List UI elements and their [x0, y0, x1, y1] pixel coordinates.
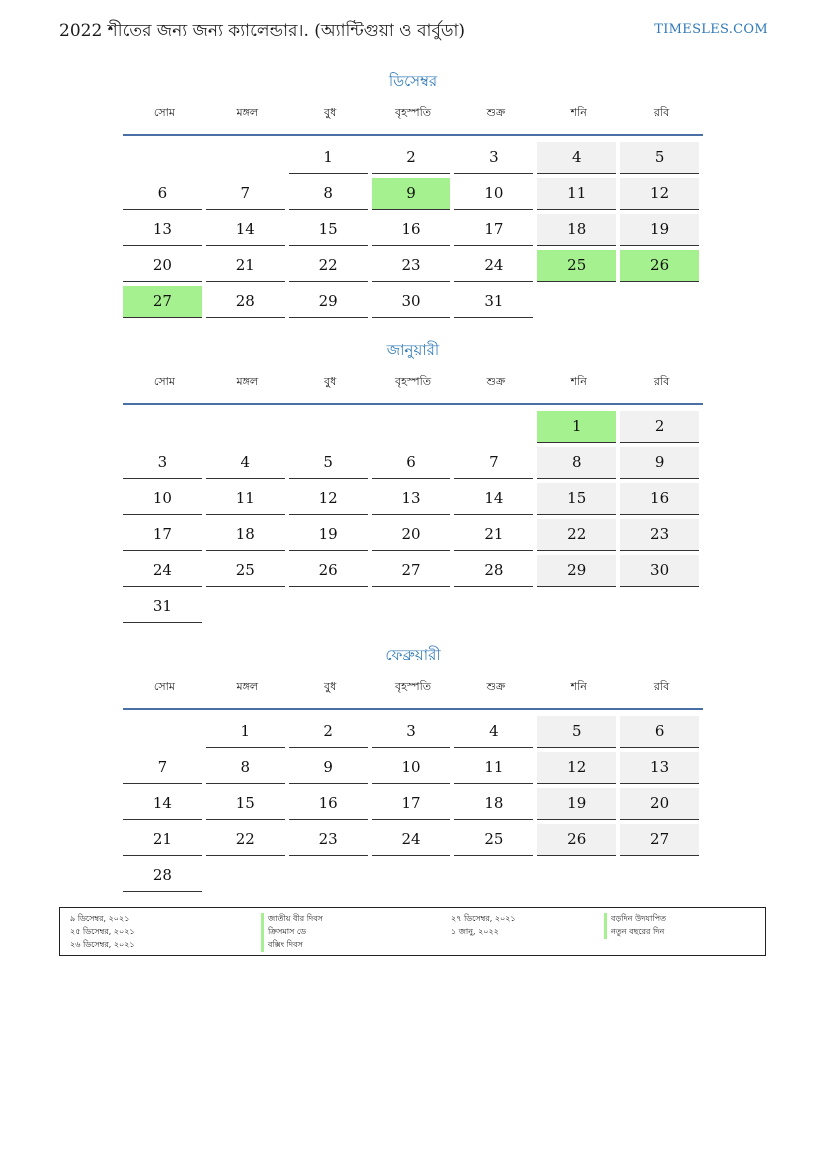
day-cell: 24	[123, 555, 202, 587]
day-cell: 6	[372, 447, 451, 479]
day-cell: 3	[454, 142, 533, 174]
day-cell: 16	[372, 214, 451, 246]
week-row	[123, 714, 703, 750]
day-cell: 12	[537, 752, 616, 784]
header-rule	[123, 708, 703, 710]
month-calendar	[123, 642, 703, 894]
day-cell: 30	[372, 286, 451, 318]
day-cell: 9	[289, 752, 368, 784]
header-rule	[123, 134, 703, 136]
month-title: জানুয়ারী	[386, 341, 440, 359]
weekday-label: সোম	[153, 375, 175, 388]
empty-day-cell	[289, 860, 368, 892]
day-cell: 26	[620, 250, 699, 282]
week-row	[123, 248, 703, 284]
weekday-label: মঙ্গল	[236, 680, 259, 693]
weekday-label: বুধ	[324, 106, 337, 119]
empty-day-cell	[620, 286, 699, 318]
day-cell: 23	[289, 824, 368, 856]
day-cell: 8	[289, 178, 368, 210]
weekday-label: রবি	[653, 375, 670, 388]
day-cell: 28	[123, 860, 202, 892]
day-grid	[123, 140, 703, 320]
day-cell: 15	[537, 483, 616, 515]
day-cell: 18	[537, 214, 616, 246]
day-cell: 10	[454, 178, 533, 210]
day-cell: 5	[289, 447, 368, 479]
day-cell: 3	[372, 716, 451, 748]
day-cell: 3	[123, 447, 202, 479]
day-cell: 2	[289, 716, 368, 748]
empty-day-cell	[454, 411, 533, 443]
week-row	[123, 589, 703, 625]
day-cell: 26	[289, 555, 368, 587]
day-cell: 20	[372, 519, 451, 551]
empty-day-cell	[537, 591, 616, 623]
weekday-header	[123, 371, 703, 393]
day-cell: 26	[537, 824, 616, 856]
day-cell: 27	[123, 286, 202, 318]
page-header	[59, 18, 768, 46]
header-rule	[123, 403, 703, 405]
weekday-label: শনি	[570, 106, 587, 119]
weekday-label: শনি	[570, 375, 587, 388]
day-cell: 23	[620, 519, 699, 551]
weekday-label: সোম	[153, 680, 175, 693]
weekday-label: বৃহস্পতি	[395, 680, 431, 693]
weekday-label: শুক্র	[486, 106, 506, 119]
day-cell: 15	[289, 214, 368, 246]
empty-day-cell	[206, 860, 285, 892]
month-title: ফেব্রুয়ারী	[385, 646, 441, 664]
day-cell: 25	[206, 555, 285, 587]
weekday-label: শনি	[570, 680, 587, 693]
week-row	[123, 212, 703, 248]
empty-day-cell	[123, 142, 202, 174]
weekday-label: বৃহস্পতি	[395, 375, 431, 388]
day-grid	[123, 409, 703, 625]
page-title: 2022 শীতের জন্য জন্য ক্যালেন্ডার।. (অ্যান্টিগুয়া ও বার্বুডা)	[59, 21, 466, 41]
day-cell: 8	[537, 447, 616, 479]
day-cell: 18	[454, 788, 533, 820]
week-row	[123, 284, 703, 320]
week-row	[123, 445, 703, 481]
week-row	[123, 750, 703, 786]
empty-day-cell	[206, 591, 285, 623]
day-cell: 10	[372, 752, 451, 784]
empty-day-cell	[289, 411, 368, 443]
day-cell: 14	[454, 483, 533, 515]
day-cell: 13	[620, 752, 699, 784]
day-cell: 13	[123, 214, 202, 246]
day-cell: 19	[620, 214, 699, 246]
weekday-label: বৃহস্পতি	[395, 106, 431, 119]
weekday-label: মঙ্গল	[236, 375, 259, 388]
day-cell: 8	[206, 752, 285, 784]
empty-day-cell	[454, 591, 533, 623]
day-cell: 1	[206, 716, 285, 748]
week-row	[123, 176, 703, 212]
day-cell: 12	[620, 178, 699, 210]
weekday-label: মঙ্গল	[236, 106, 259, 119]
day-cell: 14	[206, 214, 285, 246]
week-row	[123, 822, 703, 858]
day-cell: 9	[372, 178, 451, 210]
month-title: ডিসেম্বর	[388, 72, 438, 90]
legend-date: ৯ ডিসেম্বর, ২০২১	[70, 914, 130, 923]
week-row	[123, 858, 703, 894]
day-cell: 7	[123, 752, 202, 784]
empty-day-cell	[123, 716, 202, 748]
day-grid	[123, 714, 703, 894]
month-calendar	[123, 68, 703, 320]
day-cell: 20	[620, 788, 699, 820]
empty-day-cell	[454, 860, 533, 892]
week-row	[123, 140, 703, 176]
day-cell: 9	[620, 447, 699, 479]
weekday-label: বুধ	[324, 375, 337, 388]
day-cell: 6	[123, 178, 202, 210]
day-cell: 11	[454, 752, 533, 784]
legend-holiday-name: জাতীয় বীর দিবস	[261, 913, 323, 926]
day-cell: 5	[537, 716, 616, 748]
empty-day-cell	[289, 591, 368, 623]
day-cell: 21	[206, 250, 285, 282]
day-cell: 30	[620, 555, 699, 587]
day-cell: 12	[289, 483, 368, 515]
weekday-label: রবি	[653, 680, 670, 693]
day-cell: 24	[372, 824, 451, 856]
day-cell: 13	[372, 483, 451, 515]
empty-day-cell	[537, 286, 616, 318]
day-cell: 2	[372, 142, 451, 174]
week-row	[123, 786, 703, 822]
legend-holiday-name: নতুন বছরের দিন	[604, 926, 664, 939]
empty-day-cell	[372, 860, 451, 892]
day-cell: 20	[123, 250, 202, 282]
day-cell: 22	[537, 519, 616, 551]
day-cell: 5	[620, 142, 699, 174]
empty-day-cell	[620, 591, 699, 623]
empty-day-cell	[372, 411, 451, 443]
month-calendar	[123, 337, 703, 625]
legend-date: ২৭ ডিসেম্বর, ২০২১	[451, 914, 516, 923]
empty-day-cell	[123, 411, 202, 443]
day-cell: 19	[289, 519, 368, 551]
day-cell: 15	[206, 788, 285, 820]
day-cell: 17	[372, 788, 451, 820]
day-cell: 31	[123, 591, 202, 623]
day-cell: 17	[123, 519, 202, 551]
legend-holiday-name: বক্সিং দিবস	[261, 939, 303, 952]
day-cell: 10	[123, 483, 202, 515]
weekday-header	[123, 676, 703, 698]
empty-day-cell	[537, 860, 616, 892]
week-row	[123, 409, 703, 445]
weekday-label: শুক্র	[486, 375, 506, 388]
day-cell: 21	[454, 519, 533, 551]
day-cell: 27	[620, 824, 699, 856]
day-cell: 11	[206, 483, 285, 515]
day-cell: 6	[620, 716, 699, 748]
day-cell: 7	[454, 447, 533, 479]
empty-day-cell	[206, 411, 285, 443]
day-cell: 24	[454, 250, 533, 282]
legend-holiday-name: বড়দিন উদযাপিত	[604, 913, 666, 926]
empty-day-cell	[372, 591, 451, 623]
weekday-header	[123, 102, 703, 124]
day-cell: 4	[206, 447, 285, 479]
day-cell: 14	[123, 788, 202, 820]
day-cell: 29	[289, 286, 368, 318]
legend-holiday-name: ক্রিসমাস ডে	[261, 926, 306, 939]
day-cell: 22	[289, 250, 368, 282]
day-cell: 23	[372, 250, 451, 282]
day-cell: 28	[454, 555, 533, 587]
legend-date: ১ জানু, ২০২২	[451, 927, 499, 936]
week-row	[123, 553, 703, 589]
day-cell: 1	[289, 142, 368, 174]
legend-date: ২৬ ডিসেম্বর, ২০২১	[70, 940, 135, 949]
day-cell: 4	[537, 142, 616, 174]
week-row	[123, 481, 703, 517]
day-cell: 25	[454, 824, 533, 856]
day-cell: 25	[537, 250, 616, 282]
empty-day-cell	[206, 142, 285, 174]
day-cell: 22	[206, 824, 285, 856]
day-cell: 16	[289, 788, 368, 820]
day-cell: 18	[206, 519, 285, 551]
weekday-label: বুধ	[324, 680, 337, 693]
day-cell: 4	[454, 716, 533, 748]
week-row	[123, 517, 703, 553]
day-cell: 29	[537, 555, 616, 587]
day-cell: 7	[206, 178, 285, 210]
day-cell: 2	[620, 411, 699, 443]
weekday-label: সোম	[153, 106, 175, 119]
weekday-label: রবি	[653, 106, 670, 119]
day-cell: 27	[372, 555, 451, 587]
site-link[interactable]: TIMESLES.COM	[654, 22, 768, 37]
day-cell: 19	[537, 788, 616, 820]
day-cell: 11	[537, 178, 616, 210]
empty-day-cell	[620, 860, 699, 892]
day-cell: 17	[454, 214, 533, 246]
day-cell: 16	[620, 483, 699, 515]
day-cell: 28	[206, 286, 285, 318]
holiday-legend	[59, 907, 766, 956]
weekday-label: শুক্র	[486, 680, 506, 693]
day-cell: 21	[123, 824, 202, 856]
legend-date: ২৫ ডিসেম্বর, ২০২১	[70, 927, 135, 936]
day-cell: 1	[537, 411, 616, 443]
day-cell: 31	[454, 286, 533, 318]
